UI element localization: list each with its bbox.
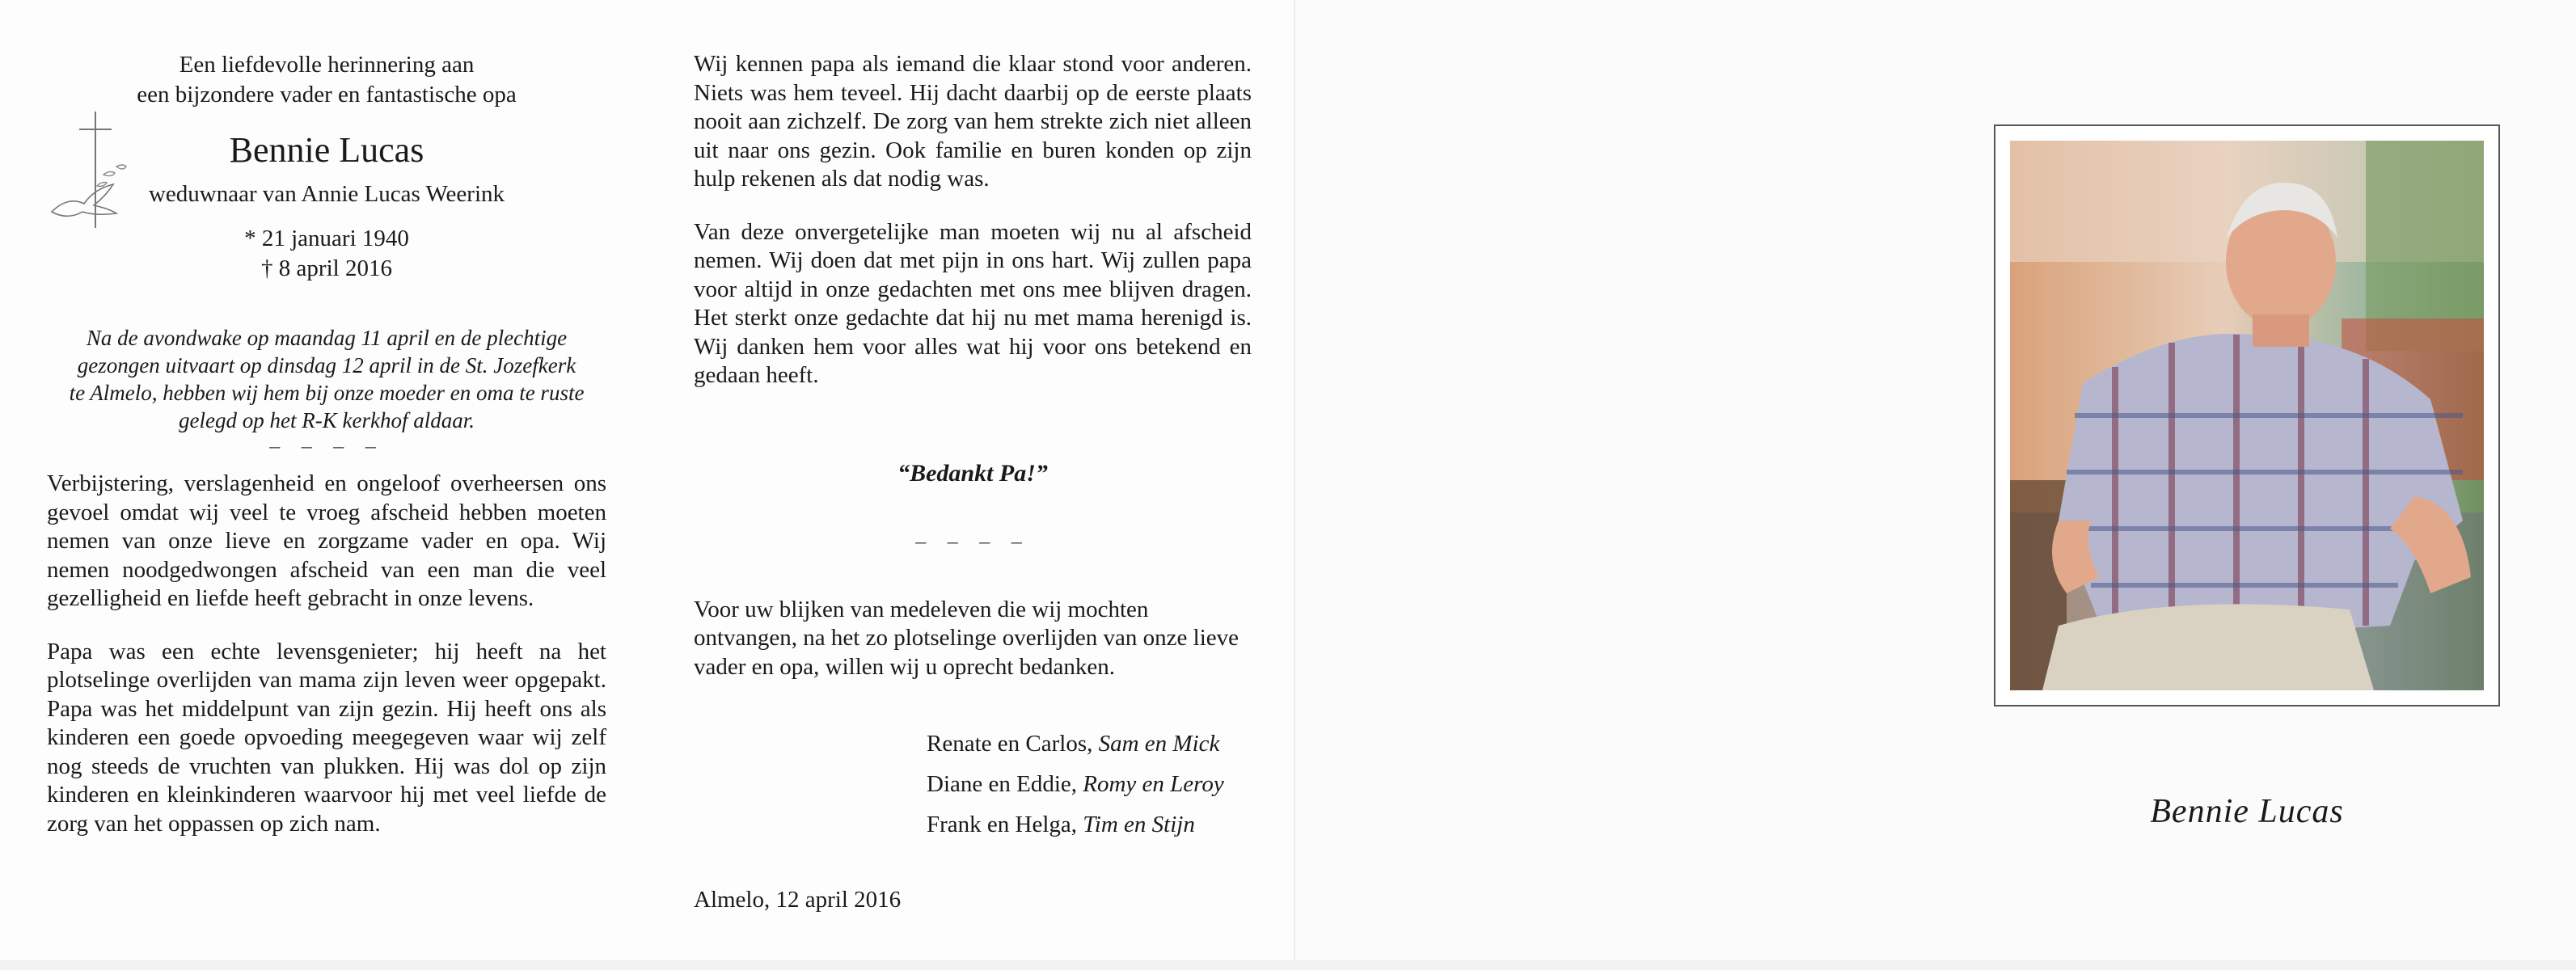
portrait-illustration [2010, 141, 2484, 690]
intro-line-2: een bijzondere vader en fantastische opa [137, 82, 517, 108]
portrait-photo [2010, 141, 2484, 690]
signature-kids: Sam en Mick [1098, 731, 1220, 757]
signature-line [927, 723, 1252, 764]
place-date: Almelo, 12 april 2016 [694, 887, 902, 913]
intro [47, 50, 606, 110]
fold-line [1294, 0, 1295, 970]
funeral-line: gezongen uitvaart op dinsdag 12 april in de St. Jozefkerk [77, 353, 576, 377]
signature-line [927, 764, 1252, 804]
bottom-edge [0, 960, 2576, 970]
portrait-caption: Bennie Lucas [2150, 793, 2344, 830]
left-paragraph-1: Verbijstering, verslagenheid en ongeloof overheersen ons gevoel omdat wij veel te vroeg afscheid hebben moeten nemen van onze lieve en zorgzame vader en opa. Wij nemen noodgedwongen afscheid van een man die veel gezelligheid en liefde heeft gebracht in onze levens. [47, 470, 606, 611]
funeral-line: gelegd op het R-K kerkhof aldaar. [179, 408, 475, 432]
funeral-line: te Almelo, hebben wij hem bij onze moeder en oma te ruste [69, 381, 585, 405]
middle-paragraph-3: Voor uw blijken van medeleven die wij mochten ontvangen, na het zo plotselinge overlijden van onze lieve vader en opa, willen wij u oprecht bedanken. [694, 596, 1239, 680]
middle-paragraph-2: Van deze onvergetelijke man moeten wij nu al afscheid nemen. Wij doen dat met pijn in ons hart. Wij zullen papa voor altijd in onze gedachten met ons mee blijven dragen. Het sterkt onze gedachte dat hij nu met mama herenigd is. Wij danken hem voor alles wat hij voor ons betekend en gedaan heeft. [694, 218, 1252, 388]
intro-line-1: Een liefdevolle herinnering aan [179, 52, 475, 78]
widower-line: weduwnaar van Annie Lucas Weerink [148, 181, 505, 207]
signature-line [927, 804, 1252, 845]
thanks-quote: “Bedankt Pa!” [897, 459, 1048, 487]
signature-kids: Tim en Stijn [1083, 812, 1195, 837]
left-column [47, 50, 606, 862]
divider: – – – – [915, 529, 1030, 553]
deceased-name: Bennie Lucas [229, 130, 424, 170]
divider: – – – – [269, 434, 384, 458]
portrait-frame [1994, 124, 2500, 706]
birth-date: * 21 januari 1940 [244, 226, 409, 251]
signature-list [927, 723, 1252, 845]
signature-parents: Renate en Carlos, [927, 731, 1099, 757]
death-date: † 8 april 2016 [261, 255, 392, 281]
funeral-notice [47, 324, 606, 434]
left-paragraph-2: Papa was een echte levensgenieter; hij heeft na het plotselinge overlijden van mama zijn leven weer opgepakt. Papa was het middelpunt van zijn gezin. Hij heeft ons als kinderen een goede opvoeding meegegeven waar wij zelf nog steeds de vruchten van plukken. Hij was dol op zijn kinderen en kleinkinderen waarvoor hij met veel liefde de zorg van het oppassen op zich nam. [47, 638, 606, 837]
middle-paragraph-1: Wij kennen papa als iemand die klaar stond voor anderen. Niets was hem teveel. Hij dacht daarbij op de eerste plaats nooit aan zichzelf. De zorg van hem strekte zich niet alleen uit naar ons gezin. Ook familie en buren konden op zijn hulp rekenen als dat nodig was. [694, 51, 1252, 192]
signature-kids: Romy en Leroy [1083, 771, 1224, 797]
funeral-line: Na de avondwake op maandag 11 april en de plechtige [86, 326, 568, 350]
signature-parents: Diane en Eddie, [927, 771, 1083, 797]
middle-column [694, 50, 1252, 913]
dates [47, 224, 606, 284]
signature-parents: Frank en Helga, [927, 812, 1083, 837]
